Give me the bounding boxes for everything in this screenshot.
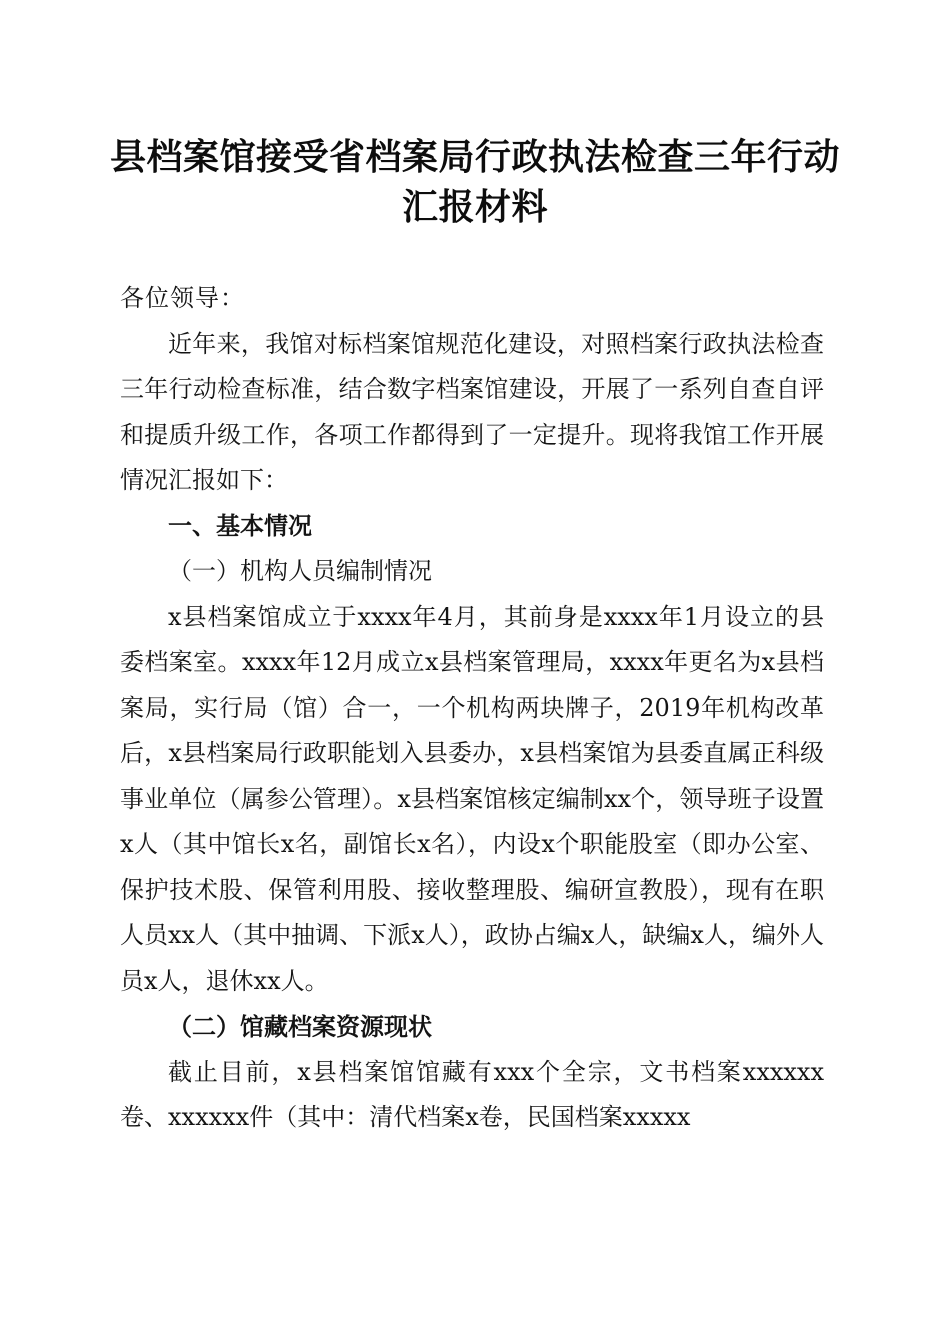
- staffing-paragraph: x县档案馆成立于xxxx年4月，其前身是xxxx年1月设立的县委档案室。xxxx年12月成立x县档案管理局，xxxx年更名为x县档案局，实行局（馆）合一，一个机构两块牌子，2019年机构改革后，x县档案局行政职能划入县委办，x县档案馆为县委直属正科级事业单位（属参公管理）。x县档案馆核定编制xx个，领导班子设置x人（其中馆长x名，副馆长x名），内设x个职能股室（即办公室、保护技术股、保管利用股、接收整理股、编研宣教股），现有在职人员xx人（其中抽调、下派x人），政协占编x人，缺编x人，编外人员x人，退休xx人。: [120, 602, 824, 995]
- title-line-1: 县档案馆接受省档案局行政执法检查三年行动: [109, 136, 840, 178]
- subsection-heading-holdings: （二）馆藏档案资源现状: [168, 1012, 432, 1041]
- document-body: [120, 276, 824, 1141]
- salutation: 各位领导：: [120, 284, 245, 312]
- holdings-paragraph: 截止目前，x县档案馆馆藏有xxx个全宗，文书档案xxxxxx卷、xxxxxx件（其中：清代档案x卷，民国档案xxxxx: [120, 1057, 824, 1131]
- document-title: [100, 132, 850, 232]
- title-line-2: 汇报材料: [401, 186, 548, 228]
- subsection-heading-staffing: （一）机构人员编制情况: [168, 557, 432, 585]
- intro-paragraph: 近年来，我馆对标档案馆规范化建设，对照档案行政执法检查三年行动检查标准，结合数字档案馆建设，开展了一系列自查自评和提质升级工作，各项工作都得到了一定提升。现将我馆工作开展情况汇报如下：: [120, 329, 824, 494]
- section-heading-basic-situation: 一、基本情况: [168, 511, 312, 540]
